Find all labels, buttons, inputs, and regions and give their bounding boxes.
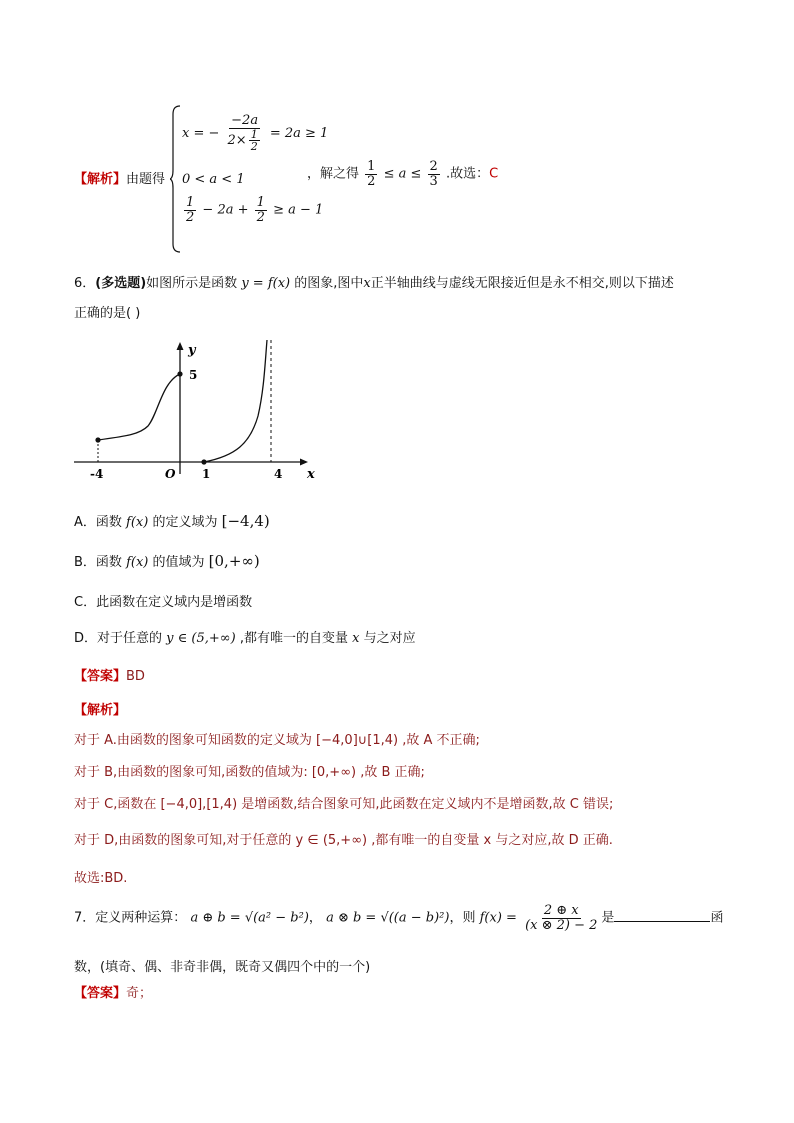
q6-stem-line2: 正确的是( ) (74, 306, 141, 321)
solution-result: ，解之得 $\frac{1}{2}$ ≤ a ≤ $\frac{2}{3}$ .故选：C (307, 159, 499, 189)
point-neg4 (95, 437, 100, 442)
q7-answer: 【答案】奇； (74, 986, 153, 1001)
x-axis-label: x (307, 467, 315, 482)
q6-conclusion: 故选:BD. (74, 871, 128, 886)
y-axis-label: y (188, 343, 196, 358)
option-d: D．对于任意的 y ∈ (5,+∞) ,都有唯一的自变量 x 与之对应 (74, 631, 416, 646)
tick-label-4: 4 (274, 467, 283, 481)
point-x1 (201, 459, 206, 464)
analysis-line-a: 对于 A.由函数的图象可知函数的定义域为 [−4,0]∪[1,4) ,故 A 不正确; (74, 733, 480, 748)
option-b: B．函数 f(x) 的值域为 [0,+∞) (74, 552, 260, 570)
tick-label-neg4: -4 (90, 467, 104, 481)
solution-lead-text: 由题得 (126, 172, 166, 187)
point-y5 (177, 371, 182, 376)
tick-label-1: 1 (202, 467, 211, 481)
tick-label-y5: 5 (189, 368, 198, 382)
origin-label: O (165, 467, 176, 481)
y-axis-arrow (177, 342, 184, 350)
function-graph (70, 334, 320, 484)
q5-solution-lead (74, 168, 165, 187)
x-axis-arrow (300, 459, 308, 466)
analysis-line-c: 对于 C,函数在 [−4,0],[1,4) 是增函数,结合图象可知,此函数在定义域内不是增函数,故 C 错误; (74, 797, 614, 812)
right-curve (204, 340, 267, 462)
option-c: C．此函数在定义域内是增函数 (74, 595, 253, 610)
q6-answer: 【答案】BD (74, 669, 145, 684)
solution-tag: 【解析】 (74, 172, 127, 187)
analysis-line-d: 对于 D,由函数的图象可知,对于任意的 y ∈ (5,+∞) ,都有唯一的自变量 x 与之对应,故 D 正确. (74, 833, 613, 848)
system-row-1: x = − −2a 2× $\frac{1}{2}$ = 2a ≥ 1 (182, 113, 329, 154)
option-a: A．函数 f(x) 的定义域为 [−4,4) (74, 512, 270, 530)
q7-stem-line1: 7．定义两种运算： a ⊕ b = √(a² − b²)， a ⊗ b = √((a − b)²)，则 f(x) = $\frac{2 \oplus x}{(x \otimes 2) - 2}$ 是 函 (74, 903, 724, 933)
left-brace (170, 104, 182, 254)
system-row-2: 0 < a < 1 (182, 172, 245, 187)
q7-stem-line2: 数，(填奇、偶、非奇非偶，既奇又偶四个中的一个) (74, 960, 371, 975)
q6-analysis-tag: 【解析】 (74, 703, 127, 718)
analysis-line-b: 对于 B,由函数的图象可知,函数的值域为: [0,+∞) ,故 B 正确; (74, 765, 425, 780)
left-curve (98, 374, 180, 440)
answer-blank[interactable] (614, 909, 710, 922)
q6-stem-line1: 6．(多选题)如图所示是函数 y = f(x) 的图象,图中x正半轴曲线与虚线无限接近但是永不相交,则以下描述 (74, 276, 674, 291)
q5-solution (74, 104, 734, 254)
system-row-3: $\frac{1}{2}$ − 2a + $\frac{1}{2}$ ≥ a − 1 (186, 195, 324, 225)
